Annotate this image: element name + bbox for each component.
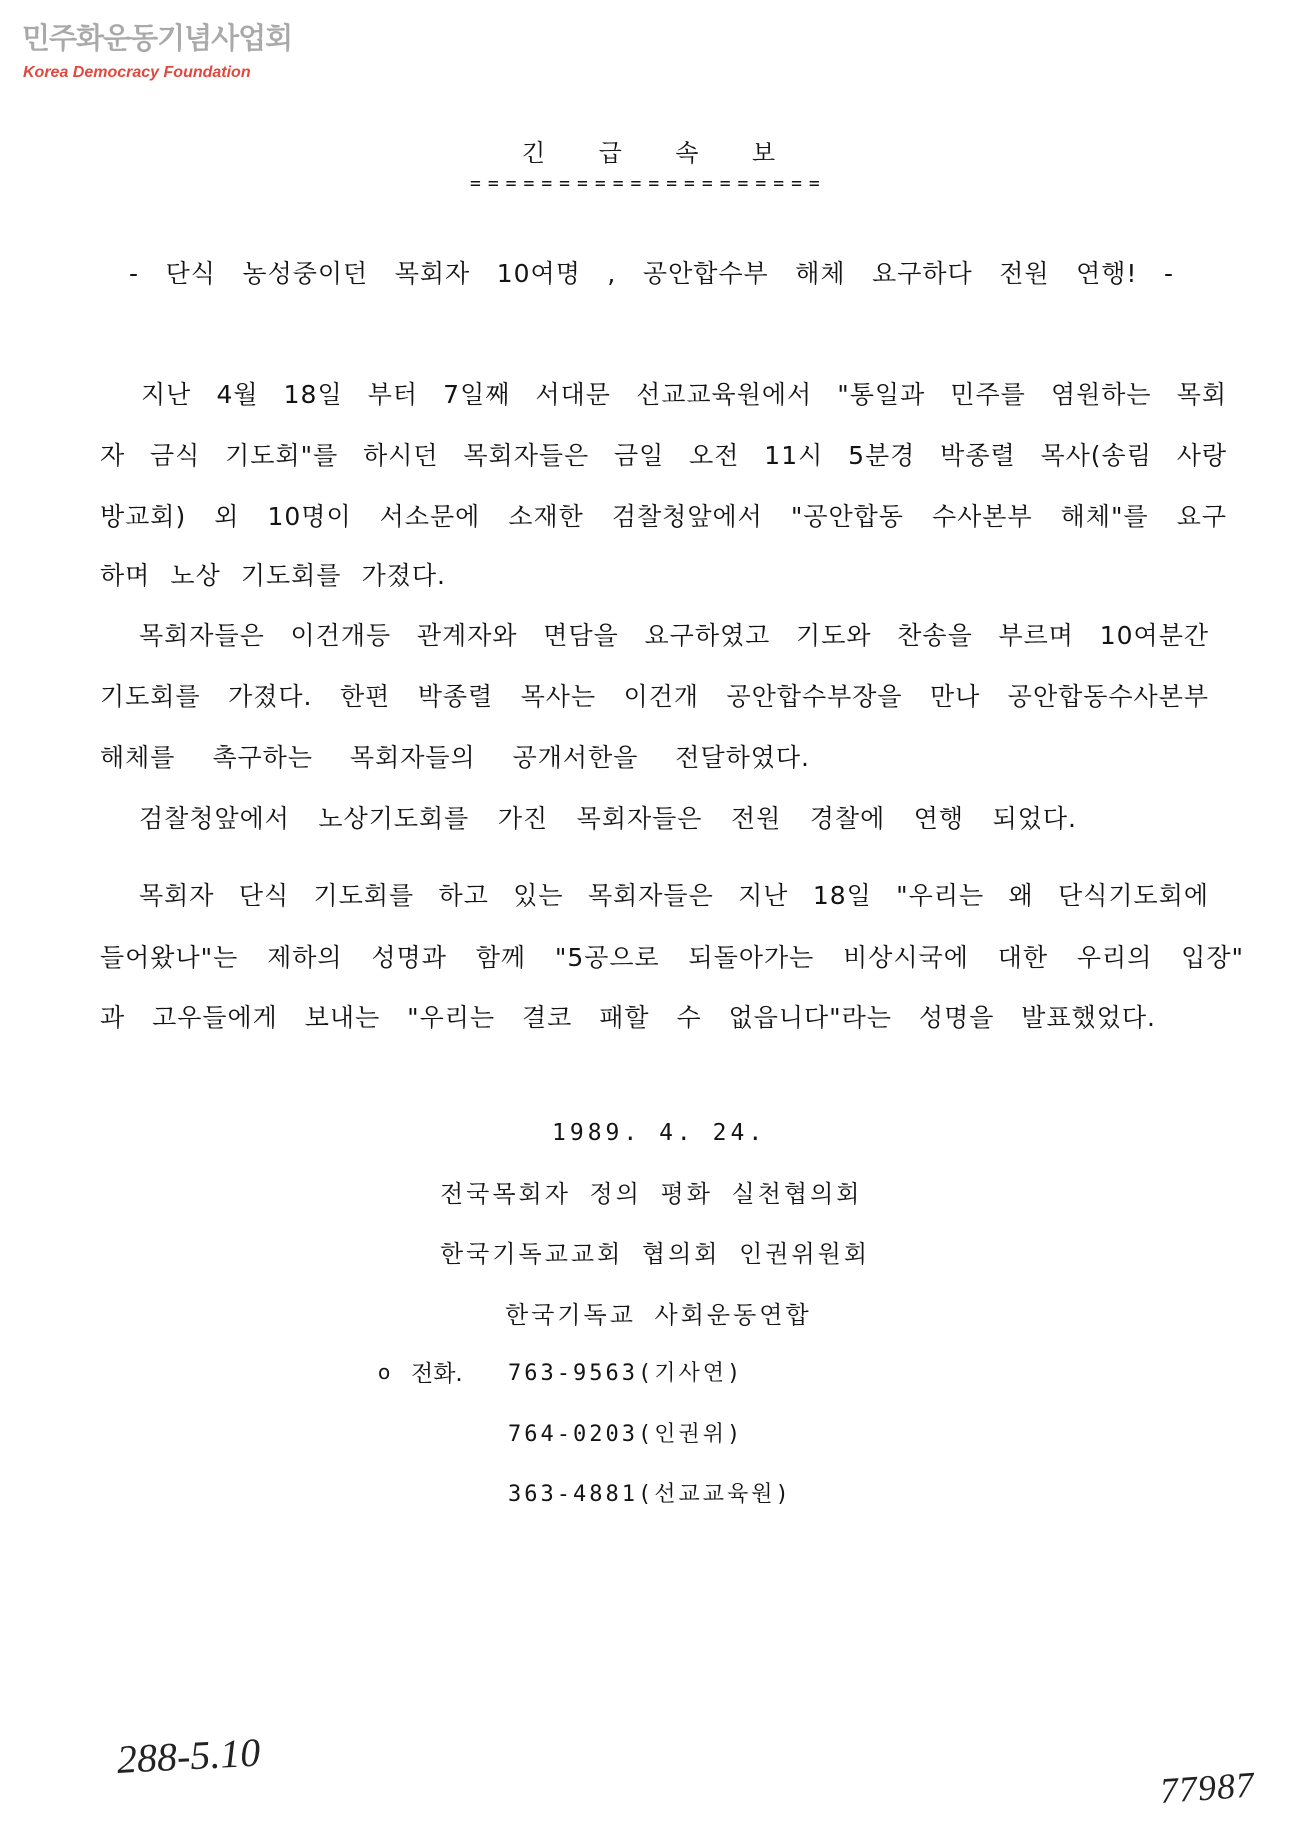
phone-number: 764-0203(인권위) (508, 1422, 744, 1447)
paragraph-line: 과 고우들에게 보내는 "우리는 결코 패할 수 없읍니다"라는 성명을 발표했었다. (100, 1003, 1156, 1032)
title-underline: ==================== (470, 173, 827, 194)
paragraph-line: 자 금식 기도회"를 하시던 목회자들은 금일 오전 11시 5분경 박종렬 목사(송림 사랑 (100, 441, 1227, 470)
paragraph-line: 검찰청앞에서 노상기도회를 가진 목회자들은 전원 경찰에 연행 되었다. (139, 804, 1077, 833)
contact-bullet: o (378, 1360, 391, 1384)
paragraph-line: 목회자 단식 기도회를 하고 있는 목회자들은 지난 18일 "우리는 왜 단식기도회에 (139, 881, 1209, 910)
phone-number: 763-9563(기사연) (508, 1361, 744, 1386)
organization-name: 전국목회자 정의 평화 실천협의회 (440, 1180, 863, 1208)
logo-english-text: Korea Democracy Foundation (23, 64, 251, 81)
document-date: 1989. 4. 24. (552, 1120, 767, 1146)
paragraph-line: 방교회) 외 10명이 서소문에 소재한 검찰청앞에서 "공안합동 수사본부 해체"를 요구 (100, 502, 1227, 531)
document-subtitle: - 단식 농성중이던 목회자 10여명 , 공안합수부 해체 요구하다 전원 연행! - (129, 259, 1174, 288)
paragraph-line: 지난 4월 18일 부터 7일째 서대문 선교교육원에서 "통일과 민주를 염원하는 목회 (141, 380, 1227, 409)
paragraph-line: 해체를 촉구하는 목회자들의 공개서한을 전달하였다. (100, 743, 810, 772)
phone-number: 363-4881(선교교육원) (508, 1482, 792, 1507)
organization-name: 한국기독교 사회운동연합 (505, 1301, 812, 1329)
contact-label: 전화. (411, 1361, 463, 1387)
paragraph-line: 기도회를 가졌다. 한편 박종렬 목사는 이건개 공안합수부장을 만나 공안합동수사본부 (100, 682, 1209, 711)
organization-name: 한국기독교교회 협의회 인권위원회 (440, 1240, 871, 1268)
paragraph-line: 목회자들은 이건개등 관계자와 면담을 요구하였고 기도와 찬송을 부르며 10여분간 (139, 621, 1209, 650)
handwritten-note: 288-5.10 (115, 1729, 262, 1782)
paragraph-line: 하며 노상 기도회를 가졌다. (100, 561, 446, 590)
document-title: 긴 급 속 보 (522, 139, 775, 167)
handwritten-archive-number: 77987 (1158, 1764, 1257, 1811)
paragraph-line: 들어왔나"는 제하의 성명과 함께 "5공으로 되돌아가는 비상시국에 대한 우리의 입장" (100, 943, 1244, 972)
logo-korean-text: 민주화운동기념사업회 (22, 21, 293, 55)
